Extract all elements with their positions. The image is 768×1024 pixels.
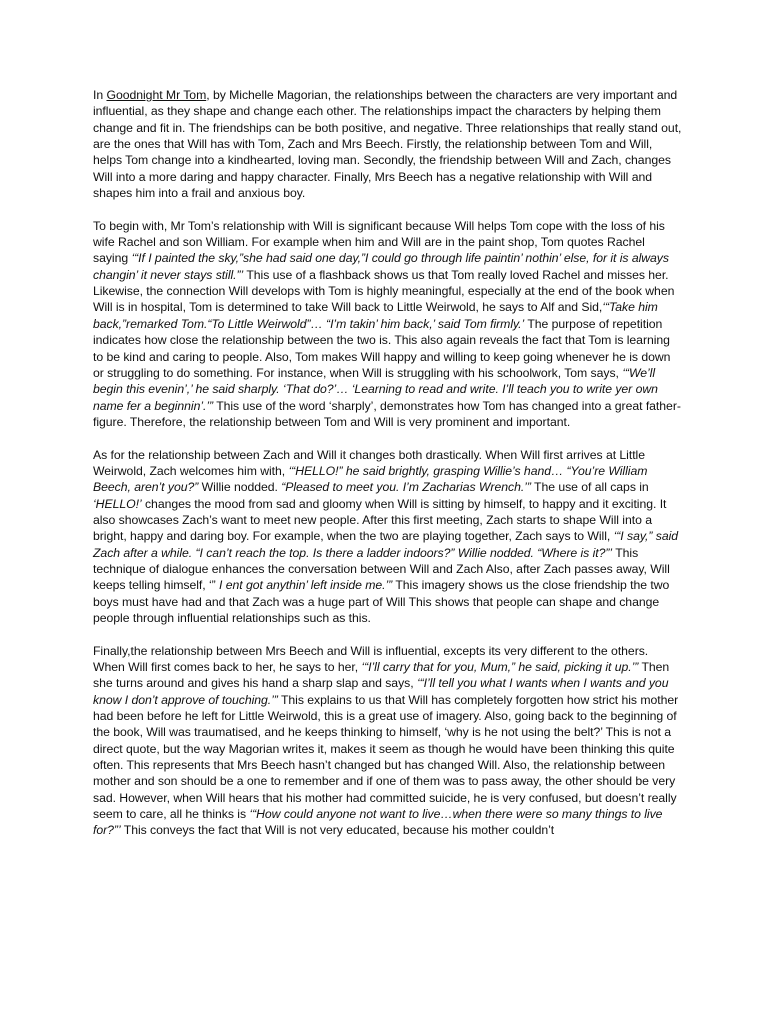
quote-run: ‘“If I painted the sky,”she had said one day,”I could go through life paintin’ nothin’ else, for it is always changin’ it never stays still.”’ [93,251,669,282]
text-run: changes the mood from sad and gloomy when Will is sitting by himself, to happy and it exciting. It also showcases Zach’s want to meet new people. After this first meeting, Zach starts to shape Will into a bright, happy and daring boy. For example, when the two are playing together, Zach says to Will, [93,496,667,544]
essay-body [93,87,683,855]
text-run: This use of a flashback shows us that Tom really loved Rachel and misses her. Likewise, the connection Will develops with Tom is highly meaningful, especially at the end of the book when Will is in hospital, Tom is determined to take Will back to Little Weirwold, he says to Alf and Sid, [93,267,675,315]
text-run: This explains to us that Will has completely forgotten how strict his mother had been before he left for Little Weirwold, this is a great use of imagery. Also, going back to the beginning of the book, Will was traumatised, and he keeps thinking to himself, ‘why is he not using the belt?’ This is not a direct quote, but the way Magorian writes it, makes it seem as though he would have been thinking this quite often. This represents that Mrs Beech hasn’t changed but has changed Will. Also, the relationship between mother and son should be a one to remember and if one of them was to pass away, the other should be very sad. However, when Will hears that his mother had committed suicide, he is very confused, but doesn’t really seem to care, all he thinks is [93,692,679,822]
quote-run: ‘“I say,” said Zach after a while. “I can’t reach the top. Is there a ladder indoors?” Willie nodded. “Where is it?”’ [93,529,679,560]
paragraph-beech-and-will [93,643,683,839]
quote-run: ‘“Take him back,”remarked Tom.“To Little Weirwold”… “I’m takin’ him back,’ said Tom firmly.’ [93,300,658,331]
quote-run: ‘HELLO!’ [93,496,142,511]
text-run: Willie nodded. [198,480,282,495]
quote-run: ‘“We’ll begin this evenin’,’ he said sharply. ‘That do?’… ‘Learning to read and write. I’ll teach you to write yer own name fer a beginnin’.’” [93,365,658,413]
text-run: The use of all caps in [530,480,649,495]
text-run: Finally,the relationship between Mrs Beech and Will is influential, excepts its very different to the others. When Will first comes back to her, he says to her, [93,643,649,675]
quote-run: ‘“HELLO!” he said brightly, grasping Willie’s hand… “You’re William Beech, aren’t you?” [93,463,648,495]
text-run: To begin with, Mr Tom’s relationship with Will is significant because Will helps Tom cope with the loss of his wife Rachel and son William. For example when him and Will are in the paint shop, Tom quotes Rachel saying [93,218,665,266]
text-run: This use of the word ‘sharply’, demonstrates how Tom has changed into a great father-figure. Therefore, the relationship between Tom and Will is very prominent and important. [93,398,681,429]
text-run: , by Michelle Magorian, the relationships between the characters are very important and influential, as they shape and change each other. The relationships impact the characters by helping them change and fit in. The friendships can be both positive, and negative. Three relationships that really stand out, are the ones that Will has with Tom, Zach and Mrs Beech. Firstly, the relationship between Tom and Will, helps Tom change into a kindhearted, loving man. Secondly, the friendship between Will and Zach, changes Will into a more daring and happy character. Finally, Mrs Beech has a negative relationship with Will and shapes him into a frail and anxious boy. [93,88,682,201]
text-run: This imagery shows us the close friendship the two boys must have had and that Zach was a huge part of Will This shows that people can shape and change people through influential relationships such as this. [93,578,670,625]
quote-run: ‘“I’ll tell you what I wants when I wants and you know I don’t approve of touching.’” [93,676,669,707]
paragraph-intro [93,87,683,201]
text-run: The purpose of repetition indicates how close the relationship between the two is. This also again reveals the fact that Tom is learning to be kind and caring to people. Also, Tom makes Will happy and willing to keep going whenever he is down or struggling to do something. For instance, when Will is struggling with his schoolwork, Tom says, [93,316,671,380]
quote-run: “Pleased to meet you. I’m Zacharias Wrench.’” [281,480,531,495]
paragraph-tom-and-will [93,218,683,430]
text-run: In [93,88,107,102]
quote-run: ‘“How could anyone not want to live…when there were so many things to live for?”’ [93,807,663,838]
quote-run: ‘“I’ll carry that for you, Mum,” he said, picking it up.’” [361,660,639,675]
text-run: Then she turns around and gives his hand a sharp slap and says, [93,660,670,691]
text-run: This technique of dialogue enhances the conversation between Will and Zach Also, after Zach passes away, Will keeps telling himself, ‘” [93,545,670,593]
text-run: This conveys the fact that Will is not very educated, because his mother couldn’t [120,823,555,838]
text-run: As for the relationship between Zach and Will it changes both drastically. When Will first arrives at Little Weirwold, Zach welcomes him with, [93,447,645,478]
book-title: Goodnight Mr Tom [106,88,207,102]
paragraph-zach-and-will [93,447,683,627]
quote-run: I ent got anythin’ left inside me.’” [219,578,393,593]
